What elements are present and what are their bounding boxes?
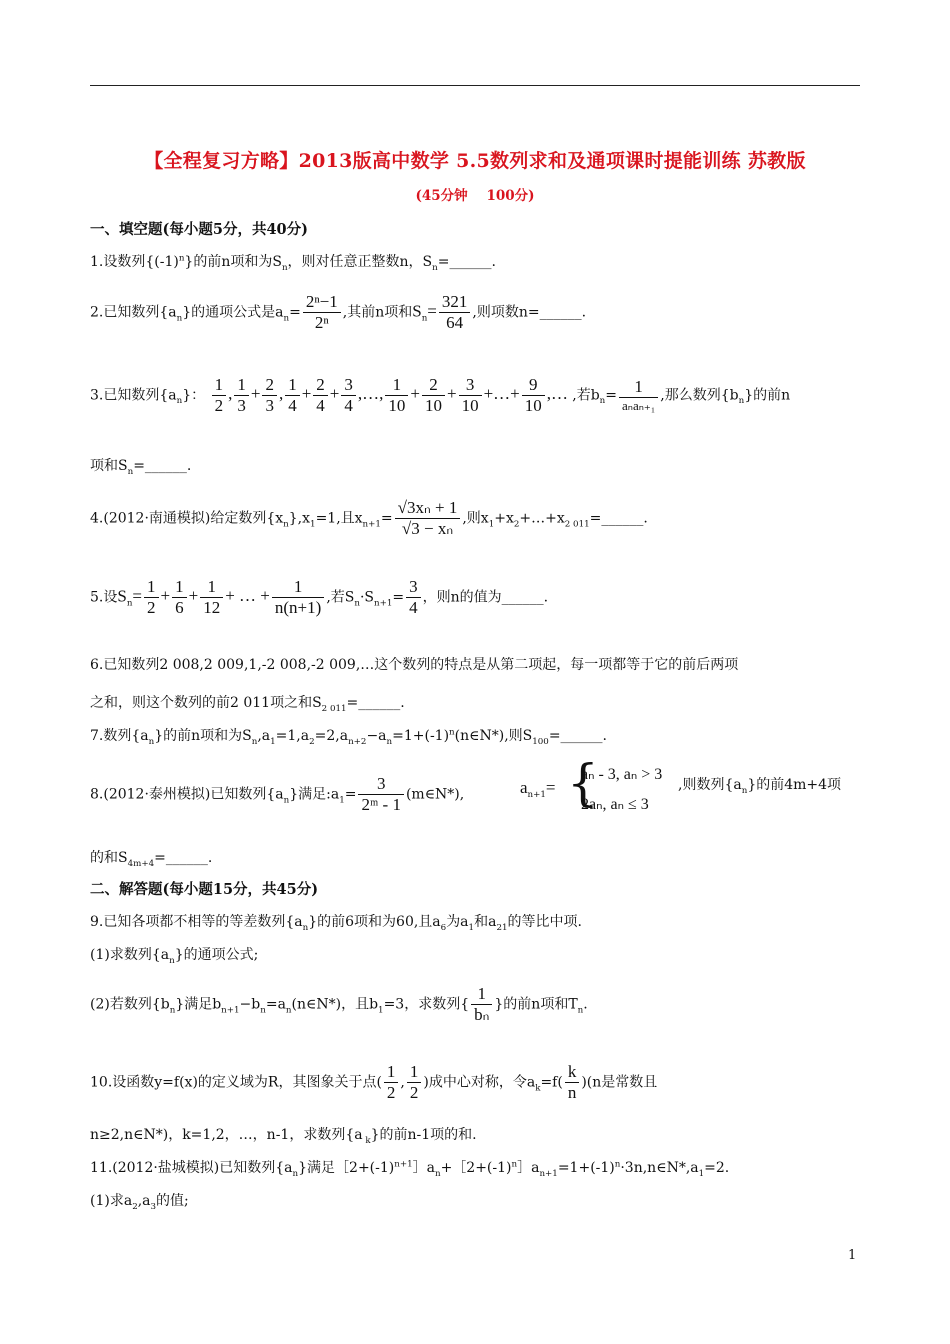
question-2: 2.已知数列$\{a_n\}$的通项公式是$a_n=$ $\frac{\text{2ⁿ−1}}{\text{2ⁿ}}$ ,其前n项和$S_n=$ $\frac{321}{64}$ ,则项数n=______. xyxy=(90,292,587,332)
question-4: 4.(2012·南通模拟)给定数列$\{x_n\},x_1=1$,且$x_{n+1}=$ $\frac{\text{√3xₙ + 1}}{\text{√3 − xₙ}}$ ,则$x_1+x_2+\dots+x_{2 011}=\_\_\_\_\_\_$. xyxy=(90,498,648,538)
sequence-expression: $\frac{1}{2}$ , $\frac{1}{3}$ + $\frac{2}{3}$ , $\frac{1}{4}$ + $\frac{2}{4}$ + $\frac{3}{4}$ ,…, $\frac{1}{10}$ + $\frac{2}{10}$ + $\frac{3}{10}$ +…+ $\frac{9}{10}$ ,… xyxy=(210,384,573,403)
fraction: $\frac{1}{2}$ xyxy=(407,1062,422,1103)
fraction: $\frac{1}{\text{bₙ}}$ xyxy=(471,984,492,1025)
question-10-continued: n≥2,n∈N*)，k=1,2，…，n-1，求数列{a $_k$}的前n-1项的和. xyxy=(90,1127,477,1146)
section-solve-heading: 二、解答题(每小题15分，共45分) xyxy=(90,881,319,898)
fraction: $\frac{321}{64}$ xyxy=(439,292,471,333)
fraction: $\frac{\text{2ⁿ−1}}{\text{2ⁿ}}$ xyxy=(303,292,341,333)
question-8-continued: 的和$S_{4m+4}=\_\_\_\_\_\_$. xyxy=(90,850,213,869)
question-10: 10.设函数y=f(x)的定义域为R，其图象关于点( $\frac{1}{2}$ , $\frac{1}{2}$ )成中心对称，令$a_k=f$( $\frac{k}{n}$ )(n是常数且 xyxy=(90,1062,658,1102)
fraction: $\frac{1}{\text{aₙaₙ₊₁}}$ xyxy=(619,377,658,413)
question-9-part-2: (2)若数列$\{b_n\}$满足$b_{n+1}-b_n=a_n(n\in N*)$，且$b_1=3$，求数列{ $\frac{1}{\text{bₙ}}$ }的前n项和$T_n$. xyxy=(90,984,588,1024)
question-7: 7.数列$\{a_n\}$的前n项和为$S_n,a_1=1,a_2=2,a_{n+2}-a_n=1+(-1)^n(n\in N*)$,则$S_{100}=\_\_\_\_\_\_$. xyxy=(90,727,607,747)
question-8: 8.(2012·泰州模拟)已知数列$\{a_n\}$满足$:a_1=$ $\frac{3}{\text{2ᵐ - 1}}$ (m∈N*), xyxy=(90,774,465,814)
question-11-part-1: (1)求$a_2,a_3$的值; xyxy=(90,1193,189,1212)
question-6-continued: 之和，则这个数列的前2 011项之和$S_{2 011}=\_\_\_\_\_\_$. xyxy=(90,695,405,714)
question-3-continued: 项和$S_n=\_\_\_\_\_\_$. xyxy=(90,458,192,477)
piecewise-case-2: 2aₙ, aₙ ≤ 3 xyxy=(581,796,649,813)
question-11: 11.(2012·盐城模拟)已知数列$\{a_n\}$满足$[2+(-1)^{n+1}]a_n+[2+(-1)^n]a_{n+1}=1+(-1)^n\cdot 3n,n\in N*,a_1=2$. xyxy=(90,1159,730,1179)
fraction: $\frac{3}{\text{2ᵐ - 1}}$ xyxy=(358,774,403,815)
fraction: $\frac{k}{n}$ xyxy=(565,1062,580,1103)
header-rule xyxy=(90,85,860,86)
question-6: 6.已知数列2 008,2 009,1,-2 008,-2 009,…这个数列的特点是从第二项起，每一项都等于它的前后两项 xyxy=(90,657,739,673)
question-9-part-1: (1)求数列$\{a_n\}$的通项公式; xyxy=(90,947,259,966)
page-number: 1 xyxy=(848,1248,857,1263)
piecewise-brace: { xyxy=(567,754,599,812)
question-9: 9.已知各项都不相等的等差数列$\{a_n\}$的前6项和为60,且$a_6$为$a_1$和$a_{21}$的等比中项. xyxy=(90,914,582,933)
fraction: $\frac{3}{4}$ xyxy=(406,577,421,618)
question-1: 1.设数列$\{(-1)^n\}$的前n项和为$S_n$，则对任意正整数n，$S_n=\_\_\_\_\_\_$. xyxy=(90,253,496,273)
page-title: 【全程复习方略】2013版高中数学 5.5数列求和及通项课时提能训练 苏教版 xyxy=(144,150,806,172)
question-3: 3.已知数列$\{a_n\}$： $\frac{1}{2}$ , $\frac{1}{3}$ + $\frac{2}{3}$ , $\frac{1}{4}$ + $\frac{2}{4}$ + $\frac{3}{4}$ ,…, $\frac{1}{10}$ + $\frac{2}{10}$ + $\frac{3}{10}$ +…+ $\frac{9}{10}$ ,… ,若$b_n=$ $\frac{1}{\text{aₙaₙ₊₁}}$ ,那么数列$\{b_n\}$的前n xyxy=(90,375,791,415)
fraction: $\frac{1}{2}$ xyxy=(384,1062,399,1103)
piecewise-lhs: $a_{n+1}=$ xyxy=(520,778,556,800)
question-5: 5.设$S_n=$ $\frac{1}{2}$ + $\frac{1}{6}$ + $\frac{1}{12}$ + … + $\frac{1}{n(n+1)}$ ,若$S_n\cdot S_{n+1}=$ $\frac{3}{4}$ ，则n的值为______. xyxy=(90,577,549,617)
question-8-tail: ,则数列$\{a_n\}$的前4m+4项 xyxy=(678,777,842,796)
fraction: $\frac{\text{√3xₙ + 1}}{\text{√3 − xₙ}}$ xyxy=(395,498,461,539)
section-fill-in-heading: 一、填空题(每小题5分，共40分) xyxy=(90,221,308,238)
piecewise-case-1: aₙ - 3, aₙ > 3 xyxy=(581,766,663,783)
page-subtitle: (45分钟 100分) xyxy=(415,188,535,204)
